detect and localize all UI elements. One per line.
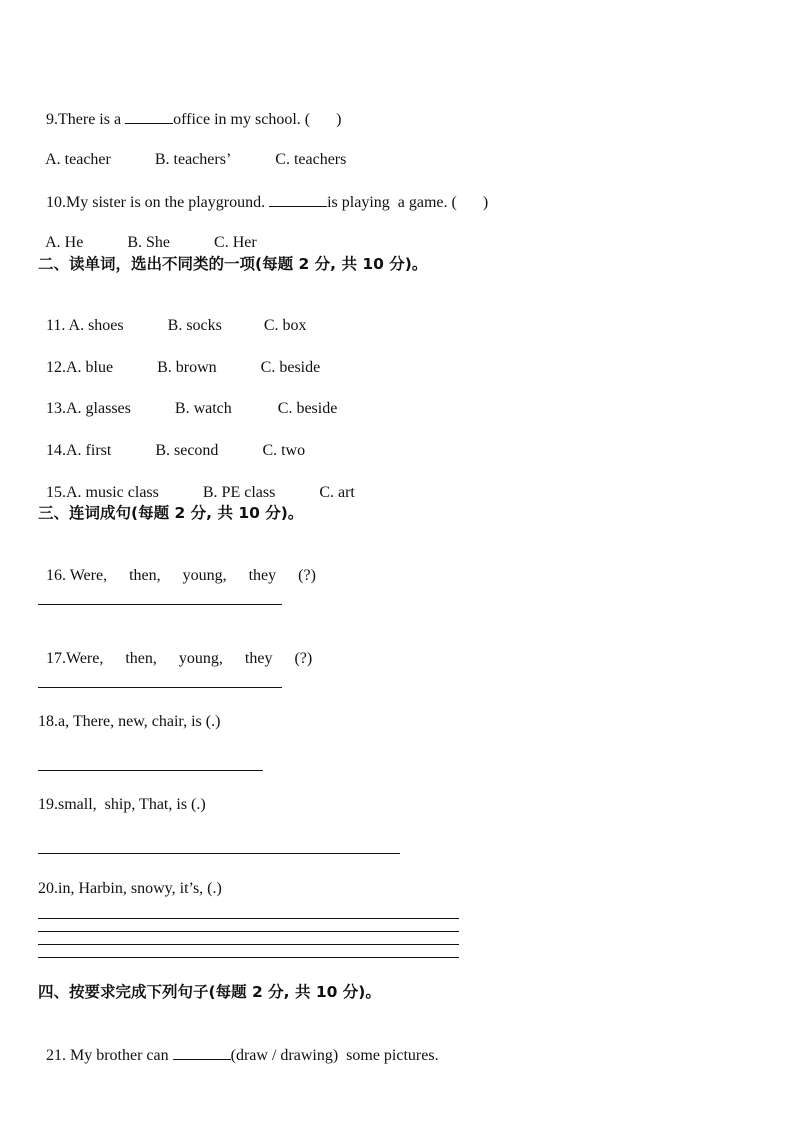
question-21 <box>38 1024 439 1066</box>
q16-word-3: young, <box>182 567 227 584</box>
q10-options <box>38 213 257 253</box>
q19-answer-line[interactable] <box>38 853 400 854</box>
q9-option-b: B. teachers’ <box>154 151 232 168</box>
q9-options <box>38 130 346 170</box>
q13-option-b: B. watch <box>174 400 232 417</box>
q17-word-1: 17.Were, <box>46 650 104 667</box>
q13-option-a: 13.A. glasses <box>46 400 131 417</box>
q21-prefix: 21. My brother can <box>46 1047 173 1064</box>
q17-word-2: then, <box>125 650 157 667</box>
q17-word-5: (?) <box>294 650 313 667</box>
q9-option-a: A. teacher <box>45 151 111 168</box>
section-3-heading: 三、连词成句(每题 2 分, 共 10 分)。 <box>38 504 304 522</box>
q9-option-c: C. teachers <box>275 151 347 168</box>
q10-suffix: is playing a game. ( <box>327 194 457 211</box>
q14-option-c: C. two <box>262 442 306 459</box>
question-10 <box>38 171 488 213</box>
question-11 <box>38 296 307 336</box>
q16-word-1: 16. Were, <box>46 567 108 584</box>
q10-option-b: B. She <box>127 234 171 251</box>
q11-option-a: 11. A. shoes <box>46 317 124 334</box>
q16-answer-line[interactable] <box>38 604 282 605</box>
q9-suffix: office in my school. ( <box>173 111 311 128</box>
section-2-heading: 二、读单词，选出不同类的一项(每题 2 分, 共 10 分)。 <box>38 255 428 273</box>
question-18: 18.a, There, new, chair, is (.) <box>38 713 221 730</box>
q15-option-b: B. PE class <box>202 484 276 501</box>
q16-word-2: then, <box>129 567 161 584</box>
q11-option-c: C. box <box>263 317 307 334</box>
q13-option-c: C. beside <box>277 400 338 417</box>
question-15 <box>38 463 355 503</box>
question-9 <box>38 88 341 130</box>
section-4-heading: 四、按要求完成下列句子(每题 2 分, 共 10 分)。 <box>38 983 381 1001</box>
q10-option-c: C. Her <box>214 234 257 251</box>
q15-option-c: C. art <box>319 484 355 501</box>
q12-option-c: C. beside <box>260 359 321 376</box>
q21-suffix: (draw / drawing) some pictures. <box>230 1047 439 1064</box>
q10-prefix: 10.My sister is on the playground. <box>46 194 270 211</box>
question-13 <box>38 379 337 419</box>
q11-option-b: B. socks <box>167 317 222 334</box>
q17-answer-line[interactable] <box>38 687 282 688</box>
q10-close: ) <box>482 194 489 211</box>
q16-word-4: they <box>248 567 277 584</box>
q9-prefix: 9.There is a <box>46 111 126 128</box>
q21-blank[interactable] <box>173 1044 231 1060</box>
q9-blank[interactable] <box>125 108 173 124</box>
question-17 <box>38 629 312 669</box>
q20-answer-line-2[interactable] <box>38 931 459 932</box>
q12-option-b: B. brown <box>157 359 217 376</box>
q16-word-5: (?) <box>298 567 316 584</box>
q15-option-a: 15.A. music class <box>46 484 159 501</box>
q10-blank[interactable] <box>269 191 327 207</box>
question-19: 19.small, ship, That, is (.) <box>38 796 206 813</box>
q20-answer-line-3[interactable] <box>38 944 459 945</box>
question-20: 20.in, Harbin, snowy, it’s, (.) <box>38 880 222 897</box>
q17-word-4: they <box>244 650 273 667</box>
q12-option-a: 12.A. blue <box>46 359 114 376</box>
q14-option-a: 14.A. first <box>46 442 112 459</box>
q14-option-b: B. second <box>155 442 219 459</box>
q10-option-a: A. He <box>45 234 84 251</box>
q18-answer-line[interactable] <box>38 770 263 771</box>
question-14 <box>38 421 305 461</box>
q20-answer-line-4[interactable] <box>38 957 459 958</box>
q9-close: ) <box>336 111 342 128</box>
q20-answer-line-1[interactable] <box>38 918 459 919</box>
question-16 <box>38 546 316 586</box>
question-12 <box>38 338 320 378</box>
q17-word-3: young, <box>178 650 223 667</box>
